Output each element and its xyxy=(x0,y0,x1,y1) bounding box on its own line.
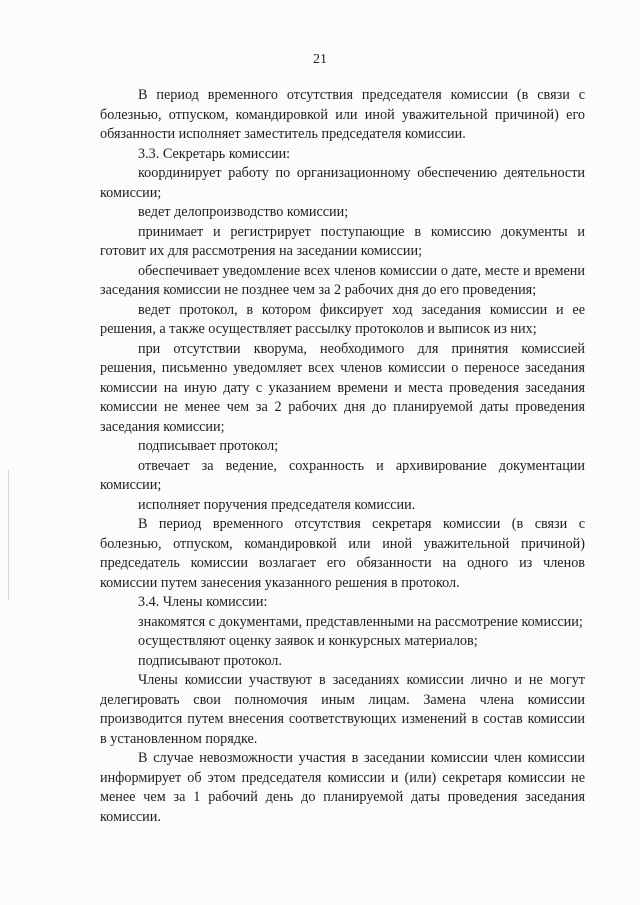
paragraph: ведет делопроизводство комиссии; xyxy=(138,204,349,220)
paragraph: координирует работу по организационному обеспечению деятельности комиссии; xyxy=(100,165,585,201)
paragraph-member-absence: В случае невозможности участия в заседании комиссии член комиссии информирует об этом председателя комиссии и (или) секретаря комиссии не менее чем за 1 рабочий день до планируемой даты проведения заседания комиссии. xyxy=(100,750,585,825)
paragraph: отвечает за ведение, сохранность и архивирование документации комиссии; xyxy=(100,457,585,493)
paragraph-members-participation: Члены комиссии участвуют в заседаниях комиссии лично и не могут делегировать свои полномочия иным лицам. Замена члена комиссии производится путем внесения соответствующих изменений в состав комиссии в установленном порядке. xyxy=(100,672,585,747)
scan-artifact-line xyxy=(8,470,9,600)
paragraph: ведет протокол, в котором фиксирует ход заседания комиссии и ее решения, а также осуществляет рассылку протоколов и выписок из них; xyxy=(100,301,585,337)
paragraph: подписывают протокол. xyxy=(138,652,282,669)
document-body xyxy=(100,86,585,827)
page-number: 21 xyxy=(313,52,327,67)
paragraph: при отсутствии кворума, необходимого для принятия комиссией решения, письменно уведомляет всех членов комиссии о переносе заседания комиссии на иную дату с указанием времени и места проведения заседания комиссии не менее чем за 2 рабочих дня до планируемой даты проведения заседания комиссии; xyxy=(100,340,585,435)
paragraph: обеспечивает уведомление всех членов комиссии о дате, месте и времени заседания комиссии не позднее чем за 2 рабочих дня до его проведения; xyxy=(100,262,585,298)
section-heading-members: 3.4. Члены комиссии: xyxy=(138,594,268,610)
paragraph: осуществляют оценку заявок и конкурсных материалов; xyxy=(138,633,478,649)
paragraph: подписывает протокол; xyxy=(138,438,279,454)
paragraph-chair-absence: В период временного отсутствия председателя комиссии (в связи с болезнью, отпуском, командировкой или иной уважительной причиной) его обязанности исполняет заместитель председателя комиссии. xyxy=(100,87,585,142)
paragraph: знакомятся с документами, представленными на рассмотрение комиссии; xyxy=(138,613,583,630)
paragraph: исполняет поручения председателя комиссии. xyxy=(138,496,416,513)
paragraph-secretary-absence: В период временного отсутствия секретаря комиссии (в связи с болезнью, отпуском, командировкой или иной уважительной причиной) председатель комиссии возлагает его обязанности на одного из членов комиссии путем занесения указанного решения в протокол. xyxy=(100,516,585,591)
paragraph: принимает и регистрирует поступающие в комиссию документы и готовит их для рассмотрения на заседании комиссии; xyxy=(100,223,585,259)
section-heading-secretary: 3.3. Секретарь комиссии: xyxy=(138,145,291,162)
